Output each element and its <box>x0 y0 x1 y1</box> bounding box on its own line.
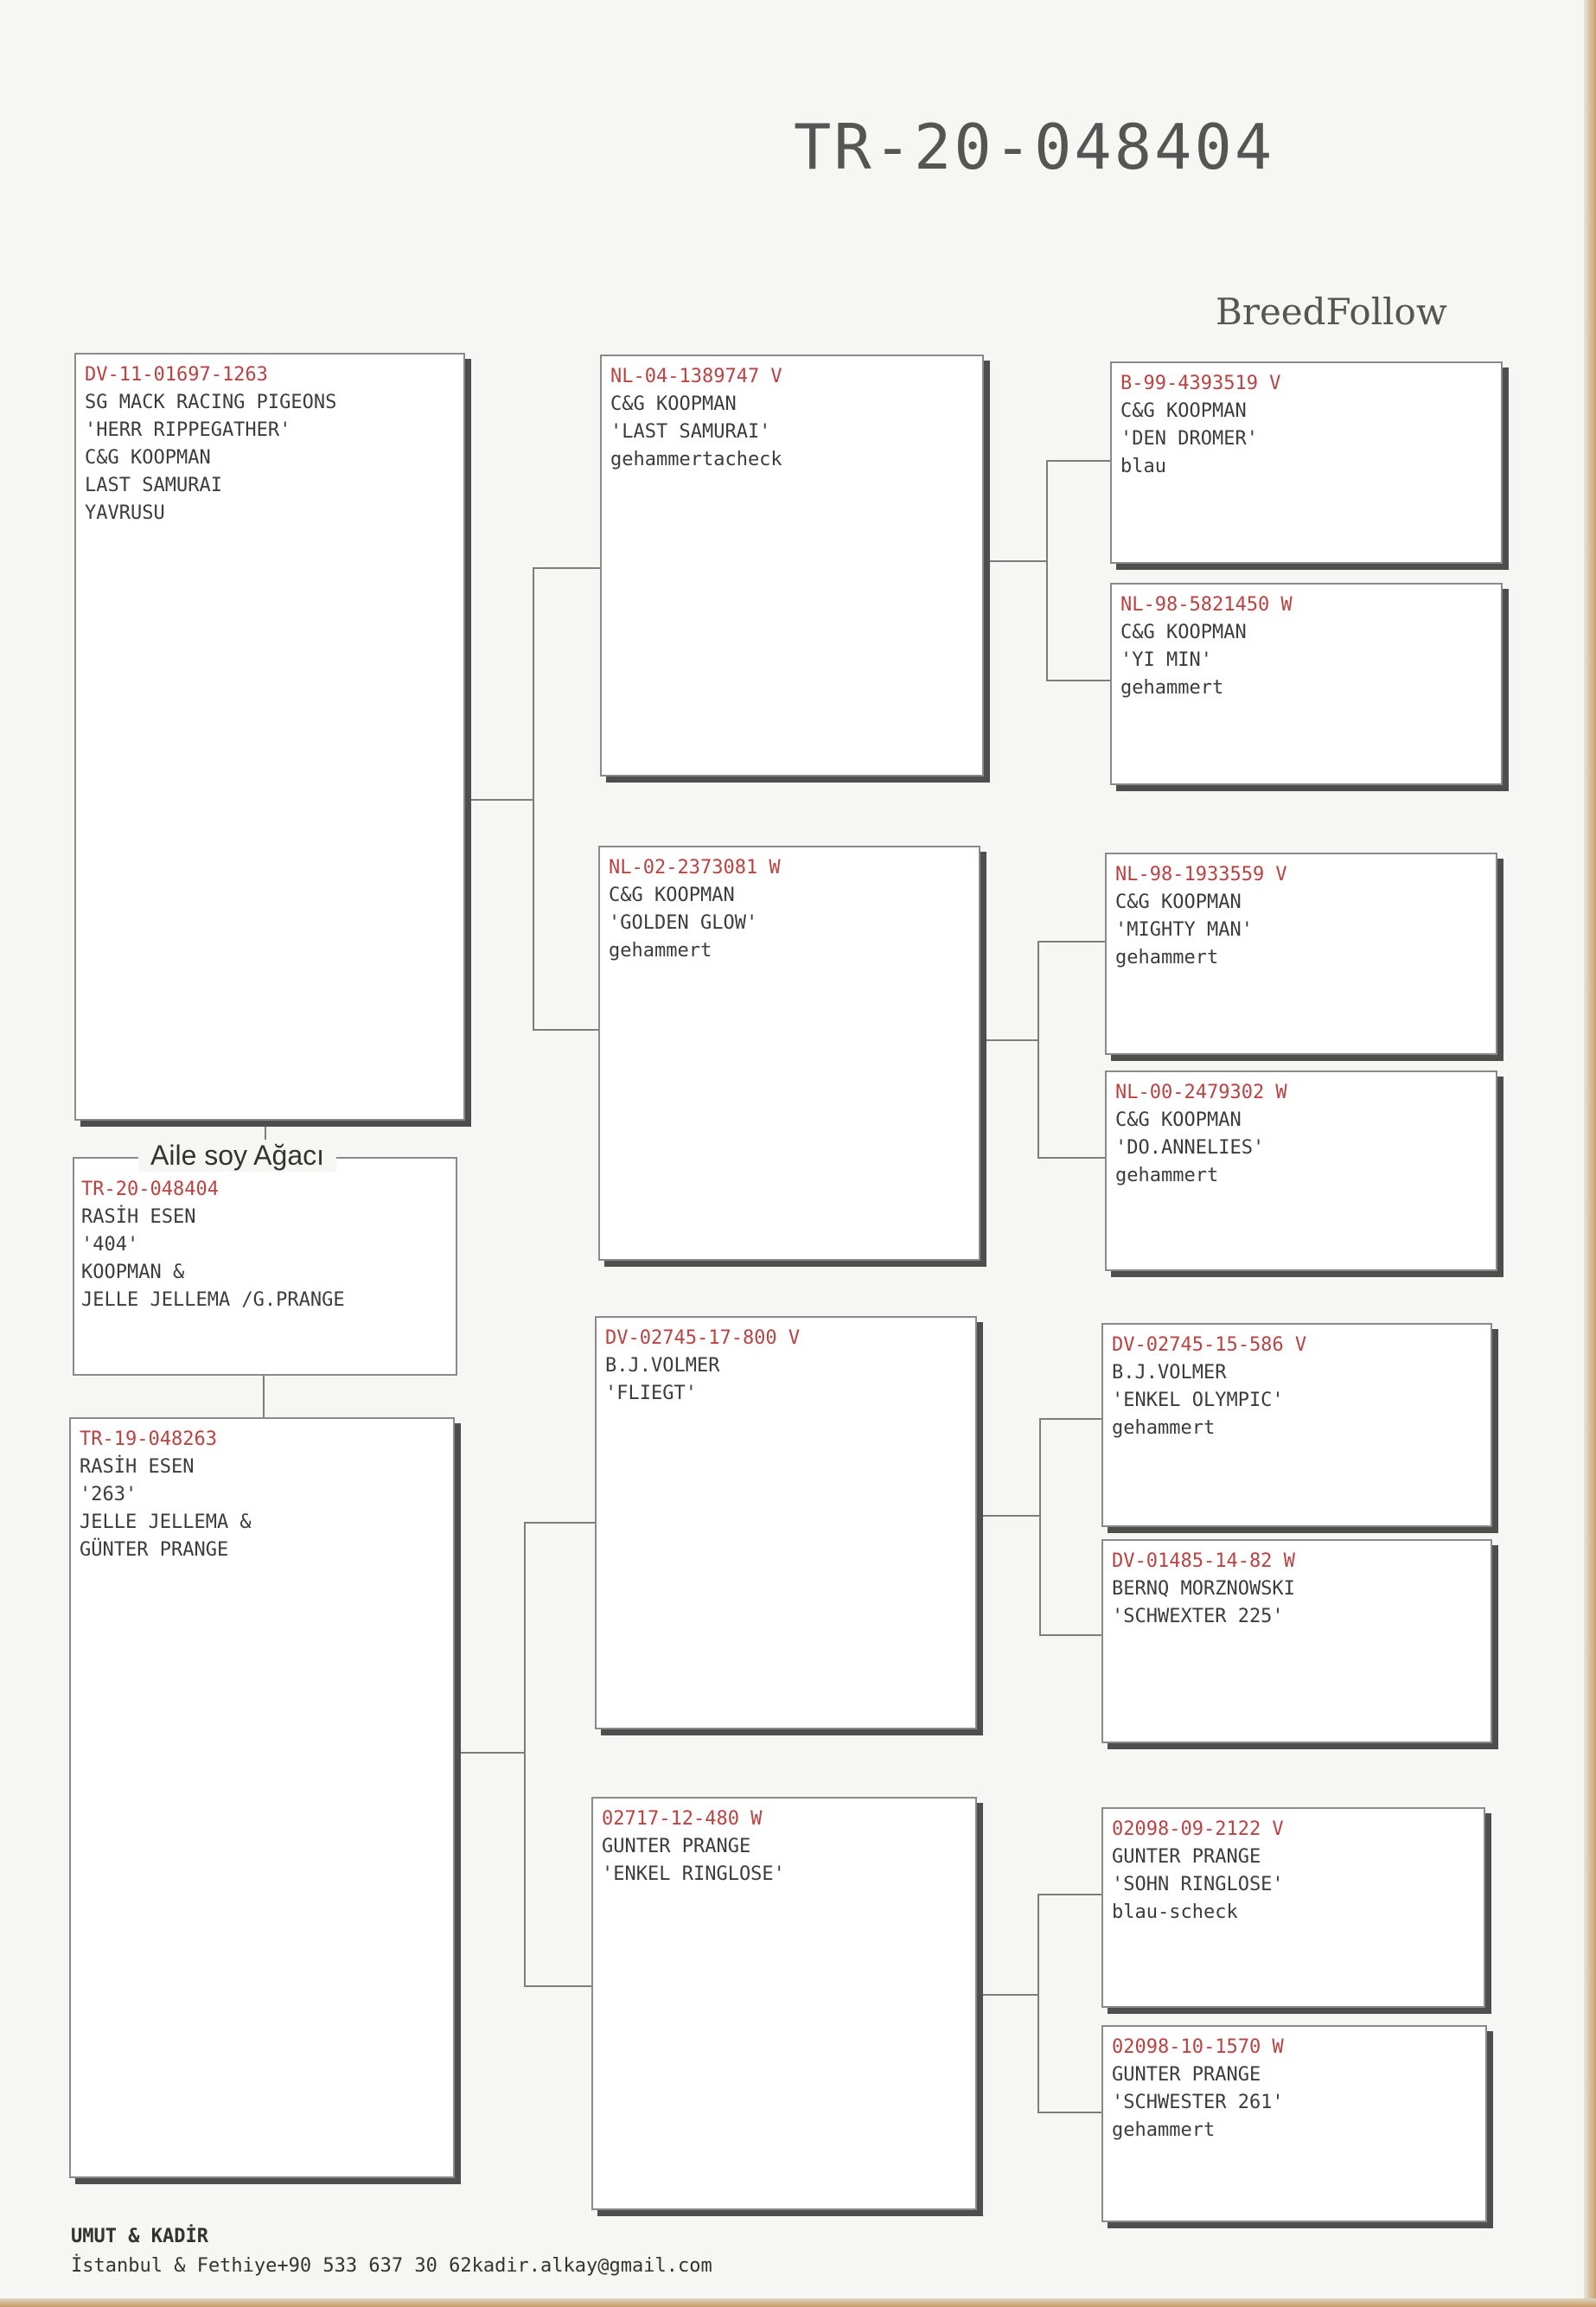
ring-number: TR-20-048404 <box>81 1179 219 1200</box>
grandparent-box <box>598 846 980 1261</box>
breeder: GUNTER PRANGE <box>602 1836 751 1857</box>
ring-number: 02098-09-2122 V <box>1112 1818 1284 1840</box>
ring-number: TR-19-048263 <box>80 1428 217 1450</box>
connector <box>524 1522 526 1985</box>
breeder: B.J.VOLMER <box>1112 1362 1227 1384</box>
pigeon-name: '404' <box>81 1234 139 1256</box>
ring-number: NL-02-2373081 W <box>609 857 781 879</box>
pigeon-name: 'LAST SAMURAI' <box>610 421 771 443</box>
subject-legend: Aile soy Ağacı <box>138 1140 336 1172</box>
owner: RASİH ESEN <box>81 1206 196 1228</box>
great-grandparent-box <box>1110 361 1503 564</box>
grandparent-box <box>591 1797 977 2210</box>
ring-number: DV-02745-17-800 V <box>605 1327 801 1349</box>
breeder: C&G KOOPMAN <box>1115 1109 1242 1131</box>
mother-box <box>69 1417 455 2178</box>
connector <box>1037 941 1039 1157</box>
connector <box>1039 1418 1041 1634</box>
detail-line: gehammert <box>1112 2119 1216 2141</box>
ring-number: NL-04-1389747 V <box>610 366 782 387</box>
pigeon-name: 'SCHWEXTER 225' <box>1112 1606 1284 1627</box>
ring-number: DV-11-01697-1263 <box>85 364 268 386</box>
pigeon-name: '263' <box>80 1484 137 1505</box>
connector <box>263 1376 265 1417</box>
pigeon-name: 'SCHWESTER 261' <box>1112 2092 1284 2113</box>
pigeon-name: 'GOLDEN GLOW' <box>609 912 758 934</box>
breeder: C&G KOOPMAN <box>610 393 737 415</box>
father-box <box>74 353 465 1121</box>
ring-number: 02717-12-480 W <box>602 1808 763 1830</box>
pigeon-name: 'ENKEL OLYMPIC' <box>1112 1390 1284 1411</box>
pigeon-name: 'HERR RIPPEGATHER' <box>85 419 291 441</box>
breeder: BERNQ MORZNOWSKI <box>1112 1578 1295 1600</box>
pedigree-ring-title: TR-20-048404 <box>794 111 1275 183</box>
grandparent-box <box>600 355 984 776</box>
connector <box>1046 460 1110 462</box>
pigeon-name: 'ENKEL RINGLOSE' <box>602 1863 785 1885</box>
connector <box>1039 1634 1103 1636</box>
detail-line: LAST SAMURAI <box>85 475 222 496</box>
ring-number: B-99-4393519 V <box>1120 373 1281 394</box>
ring-number: 02098-10-1570 W <box>1112 2036 1284 2058</box>
breeder: C&G KOOPMAN <box>1120 400 1247 422</box>
detail-line: GÜNTER PRANGE <box>80 1539 229 1561</box>
connector <box>524 1985 591 1987</box>
detail-line: YAVRUSU <box>85 502 165 524</box>
breeder: GUNTER PRANGE <box>1112 2064 1261 2086</box>
detail-line: gehammert <box>1115 947 1219 968</box>
footer <box>71 2222 712 2281</box>
connector <box>1039 1418 1103 1420</box>
great-grandparent-box <box>1101 2025 1487 2222</box>
great-grandparent-box <box>1101 1807 1485 2008</box>
detail-line: JELLE JELLEMA & <box>80 1511 252 1533</box>
detail-line: KOOPMAN & <box>81 1262 185 1283</box>
page-edge <box>0 2298 1596 2307</box>
connector <box>977 1994 1037 1996</box>
great-grandparent-box <box>1110 583 1503 785</box>
connector <box>1037 1894 1039 2112</box>
detail-line: blau-scheck <box>1112 1901 1238 1923</box>
great-grandparent-box <box>1105 1070 1497 1271</box>
breeder: C&G KOOPMAN <box>609 885 735 906</box>
great-grandparent-box <box>1105 853 1497 1055</box>
detail-line: gehammert <box>1115 1165 1219 1186</box>
subject-box <box>73 1157 457 1376</box>
breeder: C&G KOOPMAN <box>1115 891 1242 913</box>
connector <box>1037 1894 1101 1895</box>
connector <box>1046 460 1048 680</box>
breeder: C&G KOOPMAN <box>1120 622 1247 643</box>
brand-logo: BreedFollow <box>1216 291 1447 333</box>
ring-number: NL-98-1933559 V <box>1115 864 1287 885</box>
pigeon-name: 'SOHN RINGLOSE' <box>1112 1874 1284 1895</box>
pigeon-name: 'DO.ANNELIES' <box>1115 1137 1265 1159</box>
ring-number: DV-01485-14-82 W <box>1112 1550 1295 1572</box>
breeder: GUNTER PRANGE <box>1112 1846 1261 1868</box>
grandparent-box <box>595 1316 977 1729</box>
breeder: RASİH ESEN <box>80 1456 195 1478</box>
detail-line: JELLE JELLEMA /G.PRANGE <box>81 1289 345 1311</box>
ring-number: NL-98-5821450 W <box>1120 594 1293 616</box>
page-edge <box>1584 0 1596 2307</box>
connector <box>980 1039 1037 1041</box>
detail-line: gehammertacheck <box>610 449 782 470</box>
great-grandparent-box <box>1101 1323 1492 1527</box>
footer-contact: İstanbul & Fethiye+90 533 637 30 62kadir.alkay@gmail.com <box>71 2255 712 2277</box>
detail-line: gehammert <box>609 940 712 962</box>
detail-line: gehammert <box>1120 677 1224 699</box>
pigeon-name: 'YI MIN' <box>1120 649 1212 671</box>
footer-name: UMUT & KADİR <box>71 2226 208 2247</box>
connector <box>465 799 533 801</box>
pigeon-name: 'MIGHTY MAN' <box>1115 919 1253 941</box>
connector <box>533 567 600 569</box>
detail-line: gehammert <box>1112 1417 1216 1439</box>
ring-number: DV-02745-15-586 V <box>1112 1334 1307 1356</box>
connector <box>984 560 1046 562</box>
connector <box>977 1515 1039 1517</box>
connector <box>1037 2112 1101 2113</box>
pigeon-name: 'FLIEGT' <box>605 1383 697 1404</box>
connector <box>1037 941 1105 943</box>
great-grandparent-box <box>1101 1539 1492 1743</box>
connector <box>1046 680 1110 681</box>
pigeon-name: 'DEN DROMER' <box>1120 428 1258 450</box>
connector <box>533 1029 598 1031</box>
connector <box>524 1522 595 1524</box>
detail-line: blau <box>1120 456 1166 477</box>
connector <box>1037 1157 1105 1159</box>
connector <box>455 1752 524 1754</box>
ring-number: NL-00-2479302 W <box>1115 1082 1287 1103</box>
detail-line: C&G KOOPMAN <box>85 447 211 469</box>
breeder: SG MACK RACING PIGEONS <box>85 392 337 413</box>
breeder: B.J.VOLMER <box>605 1355 720 1377</box>
connector <box>533 567 534 1029</box>
